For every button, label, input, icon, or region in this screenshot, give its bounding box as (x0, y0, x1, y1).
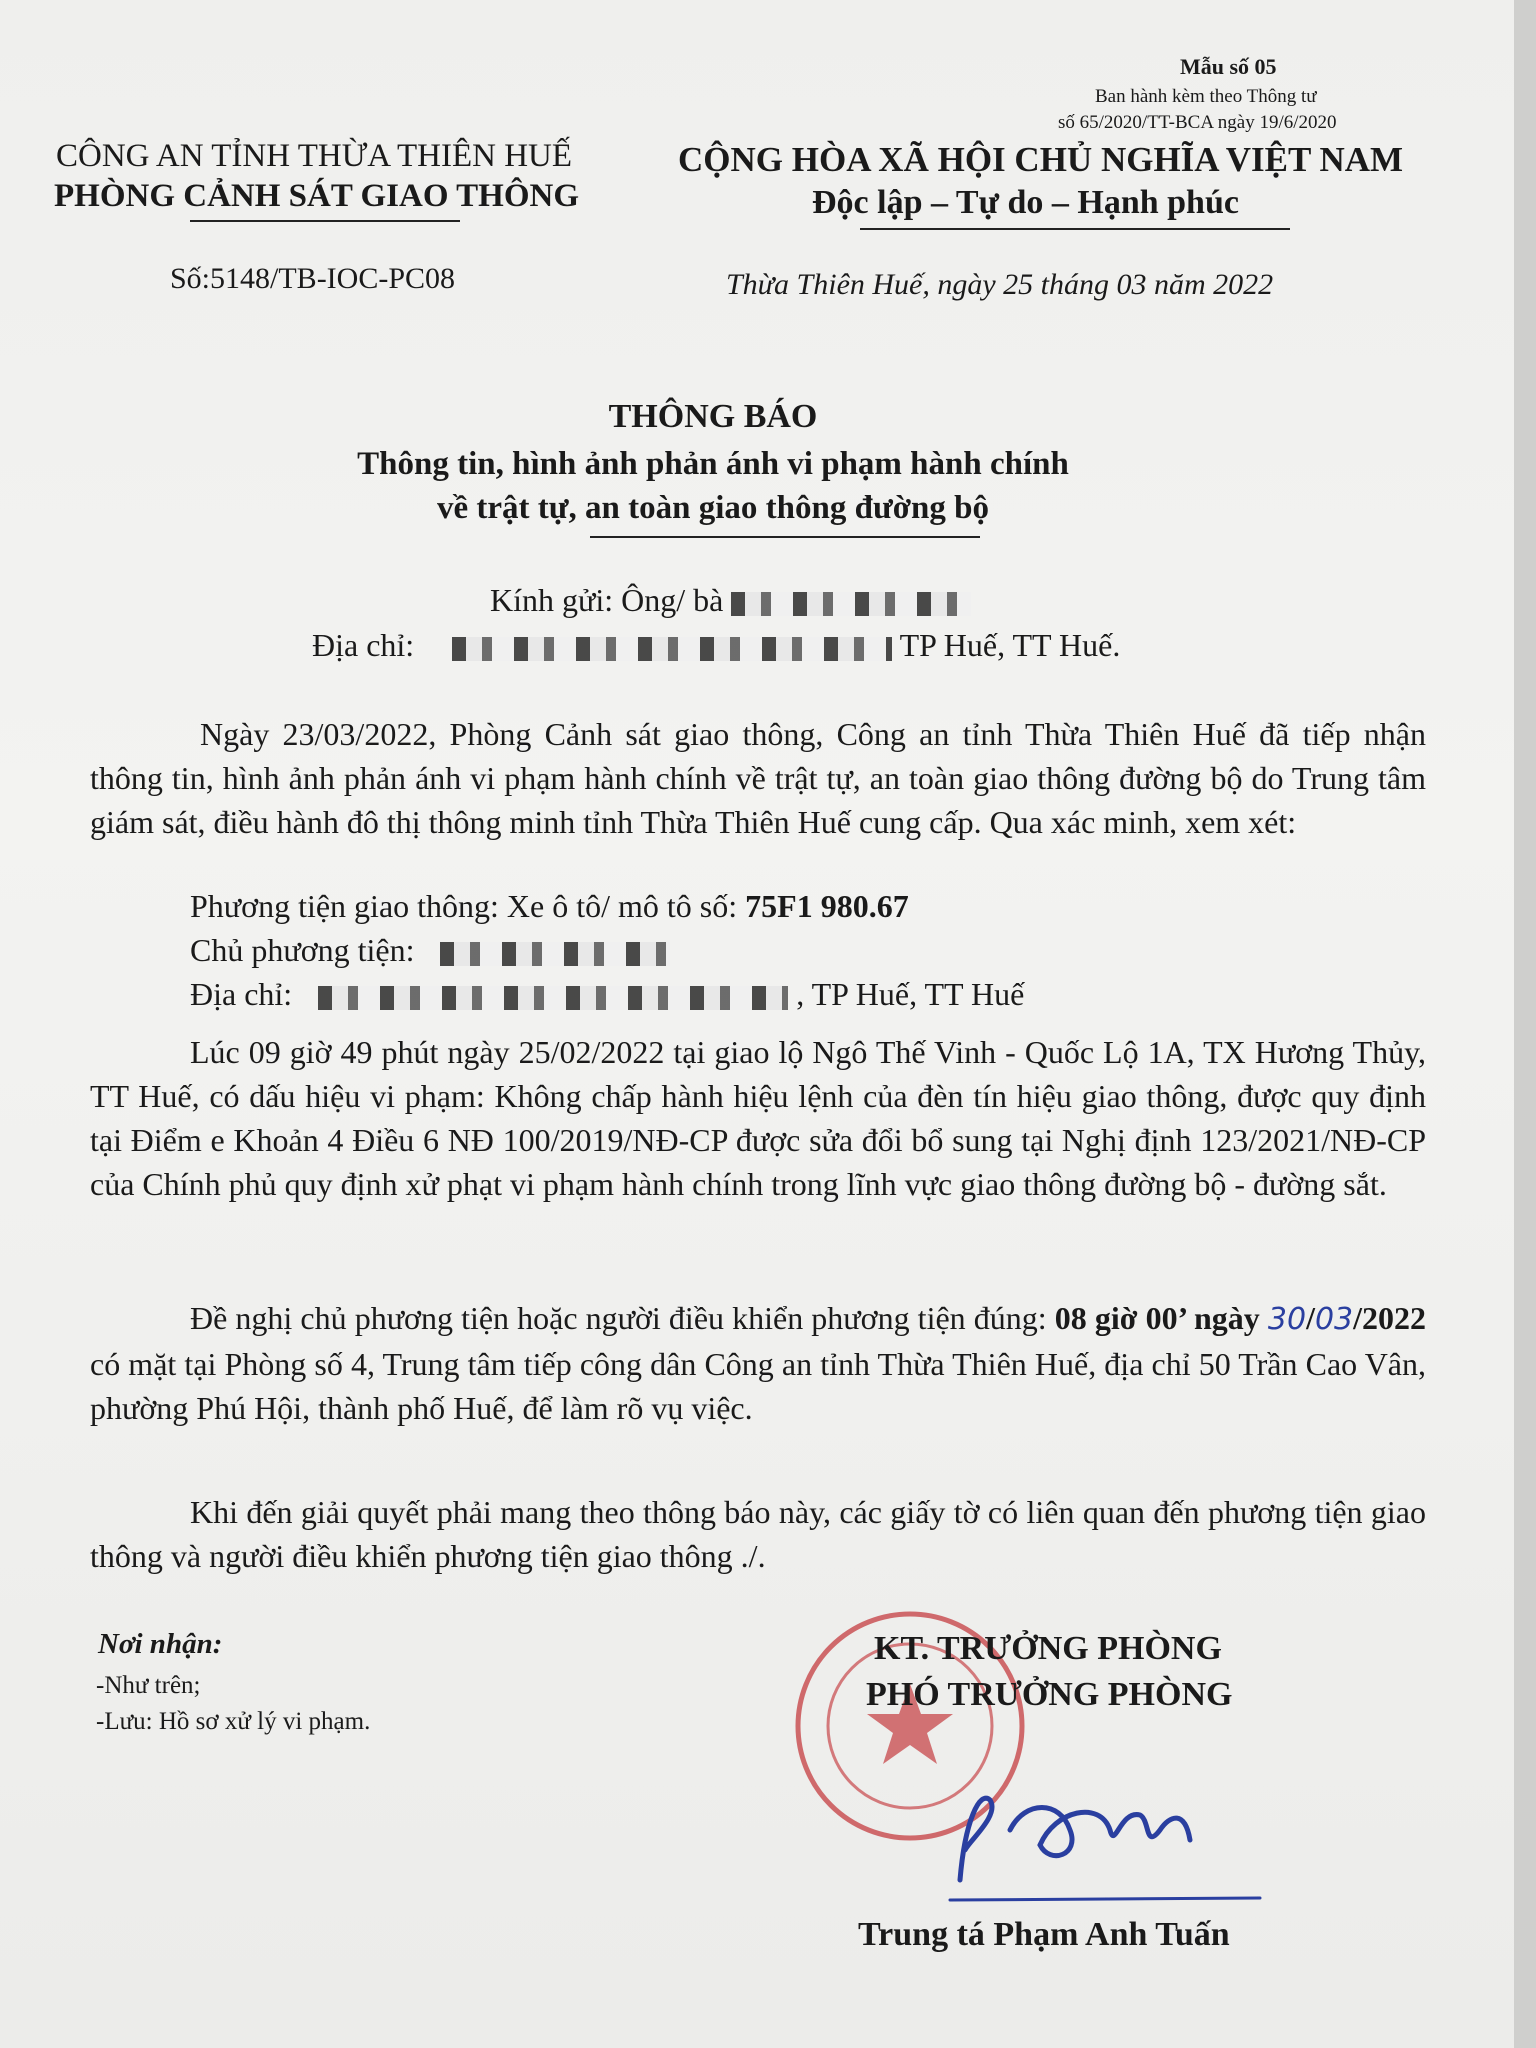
redacted-name (731, 592, 971, 616)
signature-title: KT. TRƯỞNG PHÒNG (874, 1630, 1222, 1667)
owner-label: Chủ phương tiện: (190, 932, 415, 968)
address-tail: TP Huế, TT Huế. (899, 627, 1121, 663)
request-text-a: Đề nghị chủ phương tiện hoặc người điều khiển phương tiện đúng: (190, 1300, 1047, 1336)
request-text-b: có mặt tại Phòng số 4, Trung tâm tiếp công dân Công an tỉnh Thừa Thiên Huế, địa chỉ 50 Trần Cao Vân, phường Phú Hội, thành phố Huế, để làm rõ vụ việc. (90, 1346, 1426, 1426)
recipient-item: -Lưu: Hồ sơ xử lý vi phạm. (96, 1708, 371, 1735)
paper-edge (1514, 0, 1536, 2048)
motto-underline (860, 228, 1290, 230)
form-number: Mẫu số 05 (1180, 54, 1277, 79)
place-date: Thừa Thiên Huế, ngày 25 tháng 03 năm 2022 (726, 268, 1274, 301)
redacted-owner (440, 942, 670, 966)
recipient-address-line (312, 627, 1120, 664)
org-underline (190, 220, 460, 222)
document-number: Số:5148/TB-IOC-PC08 (170, 262, 456, 295)
recipient-item: -Như trên; (96, 1672, 201, 1699)
form-issued-line: Ban hành kèm theo Thông tư (1095, 86, 1317, 107)
vehicle-label: Phương tiện giao thông: Xe ô tô/ mô tô số: (190, 888, 738, 924)
redacted-address (452, 637, 892, 661)
address-label: Địa chỉ: (312, 627, 415, 663)
document-subtitle-1: Thông tin, hình ảnh phản ánh vi phạm hành chính (357, 446, 1069, 482)
paragraph-violation: Lúc 09 giờ 49 phút ngày 25/02/2022 tại giao lộ Ngô Thế Vinh - Quốc Lộ 1A, TX Hương Thủy, TT Huế, có dấu hiệu vi phạm: Không chấp hành hiệu lệnh của đèn tín hiệu giao thông, được quy định tại Điểm e Khoản 4 Điều 6 NĐ 100/2019/NĐ-CP được sửa đổi bổ sung tại Nghị định 123/2021/NĐ-CP của Chính phủ quy định xử phạt vi phạm hành chính trong lĩnh vực giao thông đường bộ - đường sắt. (90, 1034, 1426, 1202)
request-month-handwritten: 03 (1314, 1302, 1354, 1337)
nation-motto: Độc lập – Tự do – Hạnh phúc (812, 184, 1239, 221)
signer-name: Trung tá Phạm Anh Tuấn (858, 1916, 1230, 1953)
document-title: THÔNG BÁO (608, 398, 818, 435)
request-date-sep: / (1306, 1300, 1315, 1336)
vehicle-line (190, 888, 909, 925)
handwritten-signature (930, 1760, 1270, 1920)
subtitle-underline (590, 536, 980, 538)
paragraph-intro: Ngày 23/03/2022, Phòng Cảnh sát giao thông, Công an tỉnh Thừa Thiên Huế đã tiếp nhận thông tin, hình ảnh phản ánh vi phạm hành chính về trật tự, an toàn giao thông đường bộ do Trung tâm giám sát, điều hành đô thị thông minh tỉnh Thừa Thiên Huế cung cấp. Qua xác minh, xem xét: (90, 716, 1426, 840)
org-parent: CÔNG AN TỈNH THỪA THIÊN HUẾ (56, 138, 573, 174)
form-circular-line: số 65/2020/TT-BCA ngày 19/6/2020 (1058, 112, 1337, 133)
owner-address-label: Địa chỉ: (190, 976, 293, 1012)
document-subtitle-2: về trật tự, an toàn giao thông đường bộ (436, 490, 989, 526)
owner-line (190, 932, 670, 969)
recipients-heading: Nơi nhận: (98, 1628, 223, 1660)
signature-subtitle: PHÓ TRƯỞNG PHÒNG (866, 1676, 1233, 1713)
redacted-owner-address (318, 986, 788, 1010)
paragraph-request (90, 1296, 1426, 1430)
request-day-handwritten: 30 (1267, 1302, 1307, 1337)
recipient-label: Kính gửi: Ông/ bà (490, 582, 724, 618)
request-year: /2022 (1353, 1300, 1427, 1336)
nation-name: CỘNG HÒA XÃ HỘI CHỦ NGHĨA VIỆT NAM (678, 140, 1404, 179)
org-unit: PHÒNG CẢNH SÁT GIAO THÔNG (54, 178, 580, 214)
paragraph-bring-documents: Khi đến giải quyết phải mang theo thông báo này, các giấy tờ có liên quan đến phương tiện giao thông và người điều khiển phương tiện giao thông ./. (90, 1494, 1426, 1574)
recipient-line (490, 582, 971, 619)
owner-address-line (190, 976, 1024, 1013)
owner-address-tail: , TP Huế, TT Huế (796, 976, 1025, 1012)
vehicle-plate: 75F1 980.67 (745, 888, 909, 924)
request-time: 08 giờ 00’ ngày (1054, 1300, 1260, 1336)
